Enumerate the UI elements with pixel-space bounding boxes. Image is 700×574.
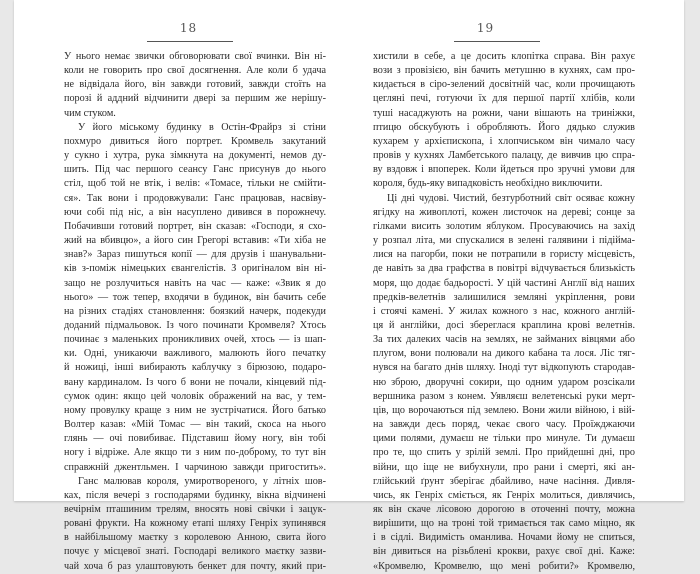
text-line: У нього немає звички обговорювати свої вчинки. Він ні- [64,51,326,62]
text-line: плугом, вони полювали на дикого кабана та лося. Ліс тяг- [373,348,635,360]
text-line: вершника разом з конем. Уявляєш велетенські руки мерт- [373,390,635,402]
text-line: шить. Під час першого сеансу Ганс присунув до нього [64,164,326,176]
left-page [14,0,349,572]
text-line: чим стуком. [64,107,116,119]
text-line: війни, що іще не вибухнули, про рани і смерті, які ан- [373,461,635,473]
text-line: коли не говорить про свої досягнення. Але коли б удача [64,65,326,77]
text-line: жий на вбивцю», а його син Грегорі вставив: «Ти хіба не [64,235,326,247]
text-line: короля, будь-яку випадковість необхідно виключити. [373,178,603,190]
text-line: ногу і відріже. Але якщо ти з ним по-доброму, то тут він [64,447,326,459]
text-line: на завжди десь поряд, чекає свого часу. Проїжджаючи [373,419,635,431]
text-line: в найбільшому маєтку з королевою Анною, свита його [64,532,326,544]
text-line: ному провулку краще з ним не зустрічатися. Його батько [64,404,326,416]
text-line: Ці дні чудові. Чистий, безтурботний світ осяває кожну [387,192,635,204]
text-line: вану кардиналом. Із чого б вони не почали, кінцевий під- [64,376,326,388]
text-line: Ганс малював короля, умиротвореного, у літніх шов- [78,475,326,487]
text-line: і в сідлі. Видимість оманлива. Ночами йому не спиться, [373,532,635,544]
text-line: почує у місцевої знаті. Господарі великого маєтку зазви- [64,546,326,558]
text-line: сумок один: якщо цей чоловік ображений на вас, у тем- [64,390,326,402]
text-line: похмуро дивиться його портрет. Кромвель закутаний [64,135,326,147]
text-line: лися на пагорби, поки не потрапили в гористу місцевість, [373,249,635,261]
text-line: ців, що ворочаються під землею. Вони жили війною, і вій- [373,404,635,416]
text-line: справжній джентльмен. І чарчиною завжди пригостить». [64,461,326,473]
page-body-text [64,50,326,574]
text-line: Волтер казав: «Мій Томас — він такий, скоса на нього [64,419,326,431]
text-line: ки. Одні, уникаючи важливого, малюють його печатку [64,348,326,360]
text-line: й ножиці, інші вибирають каблучку з бірюзою, подаро- [64,362,326,374]
text-line: чай хоча б раз улаштовують бенкет для почту, який при- [64,560,326,572]
text-line: Побачивши готовий портрет, він сказав: «Господи, я схо- [64,220,326,232]
text-line: цими полями, думаєш не тільки про минуле. Ти думаєш [373,433,635,445]
text-line: У його міському будинку в Остін-Фрайрз зі стіни [78,121,326,133]
text-line: стіл, щоб той не втік, і велів: «Томасе, тільки не смійти- [64,178,326,190]
text-line: гілками висить золотим яблуком. Просуваючись на захід [373,220,635,232]
text-line: на різних стадіях становлення: боязкий начерк, подекуди [64,305,326,317]
text-line: про те, що спить у зрілій землі. Про прийдешні дні, про [373,447,635,459]
text-line: вози з провізією, він бачить метушню в кухнях, сам про- [373,65,635,77]
text-line: як він скаче лісовою дорогою в оточенні почту, можна [373,504,635,515]
text-line: знав?» Зараз пишуться копії — для друзів і шанувальни- [64,249,326,261]
text-line: ків з-поміж німецьких євангелістів. З оригіналом він ні- [64,263,326,275]
text-line: вирішити, що на троні той тримається так само міцно, як [373,518,635,530]
page-number: 19 [476,21,495,35]
text-line: моря, що додає бадьорості. У цій частині Англії від наших [373,277,635,289]
text-line: цегляні печі, готуючи їх для першої партії хлібів, коли [373,93,635,105]
text-line: предків-велетнів залишилися земляні укріплення, рови [373,291,635,303]
text-line: глянь — очі повибиває. Підставиш йому ногу, він тобі [64,433,326,445]
text-line: він дивиться на різьблені крокви, рахує свої дні. Каже: [373,546,635,558]
text-line: починає з маленьких проникливих очей, хтось — із шап- [64,334,326,346]
page-number-rule [454,41,540,42]
text-line: ровані фрукти. На кожному етапі шляху Генріх зупинявся [64,518,326,530]
text-line: і стоячі камені. У жилах кожного з нас, кожного англій- [373,305,635,317]
page-number-rule [147,41,233,42]
text-line: ву вздовж і впоперек. Коли йдеться про зручні умови для [373,164,635,176]
text-line: глійський ґрунт зберігає дбайливо, наче насіння. Дивля- [373,475,635,487]
text-line: нувся на багато днів шляху. Іноді тут відкопують стародав- [373,362,635,374]
text-line: кидається в сіро-зелений досвітній час, коли прочищають [373,79,635,91]
text-line: чись, як Генріх сміється, як Генріх молиться, дивлячись, [373,489,635,501]
text-line: За тих далеких часів на землях, не займаних вівцями або [373,334,635,346]
book-spread [14,0,684,572]
text-line: ню зброю, дворучні сокири, що одним ударом розсікали [373,376,635,388]
text-line: ся». Так вони і продовжували: Ганс працював, насвіву- [64,192,326,204]
right-page [349,0,684,572]
page-body-text [373,50,635,574]
text-line: у розпал літа, ми спускалися в зелені галявини і підійма- [373,235,635,247]
text-line: ючи собі під ніс, а він насуплено дивився в порожнечу. [64,206,326,218]
text-line: кухарем у архієпископа, і хлопчиськом він чимало часу [373,135,635,147]
text-line: провів у кухнях Ламбетського палацу, де вивчив цю спра- [373,150,635,162]
text-line: хистили в себе, а це досить клопітка справа. Він рахує [373,51,635,62]
text-line: порозі й аддний відчинити двері за першим же нерішу- [64,93,326,105]
text-line: доданий підмальовок. Із чого починати Кромвеля? Хтось [64,319,326,331]
text-line: де навіть за два графства в повітрі відчувається близькість [373,263,635,275]
page-number: 18 [179,21,198,35]
text-line: ця й англійки, досі збереглася краплина крові велетнів. [373,319,635,331]
text-line: у сукно і хутра, рука зімкнута на документі, немов ду- [64,150,326,162]
text-line: защо не розлучиться навіть на час — каже: «Звик я до [64,277,326,289]
text-line: птицю обскубують і обробляють. Його дядько служив [373,121,635,133]
text-line: не відвідала його, він завжди готовий, завжди стоїть на [64,79,326,91]
text-line: ягідку на живоплоті, кожен листочок на дереві; сонце за [373,206,635,218]
text-line: «Кромвелю, Кромвелю, що мені робити?» Кромвелю, [373,560,635,572]
text-line: ках, після вечері з господарями будинку, вікна відчинені [64,489,326,501]
text-line: туші насаджують на рожни, чани вішають на триніжки, [373,107,635,119]
text-line: нього» — тож тепер, входячи в будинок, він бачить себе [64,291,326,303]
text-line: вечірнім пташиним трелям, вносять нові свічки і зацук- [64,504,326,515]
